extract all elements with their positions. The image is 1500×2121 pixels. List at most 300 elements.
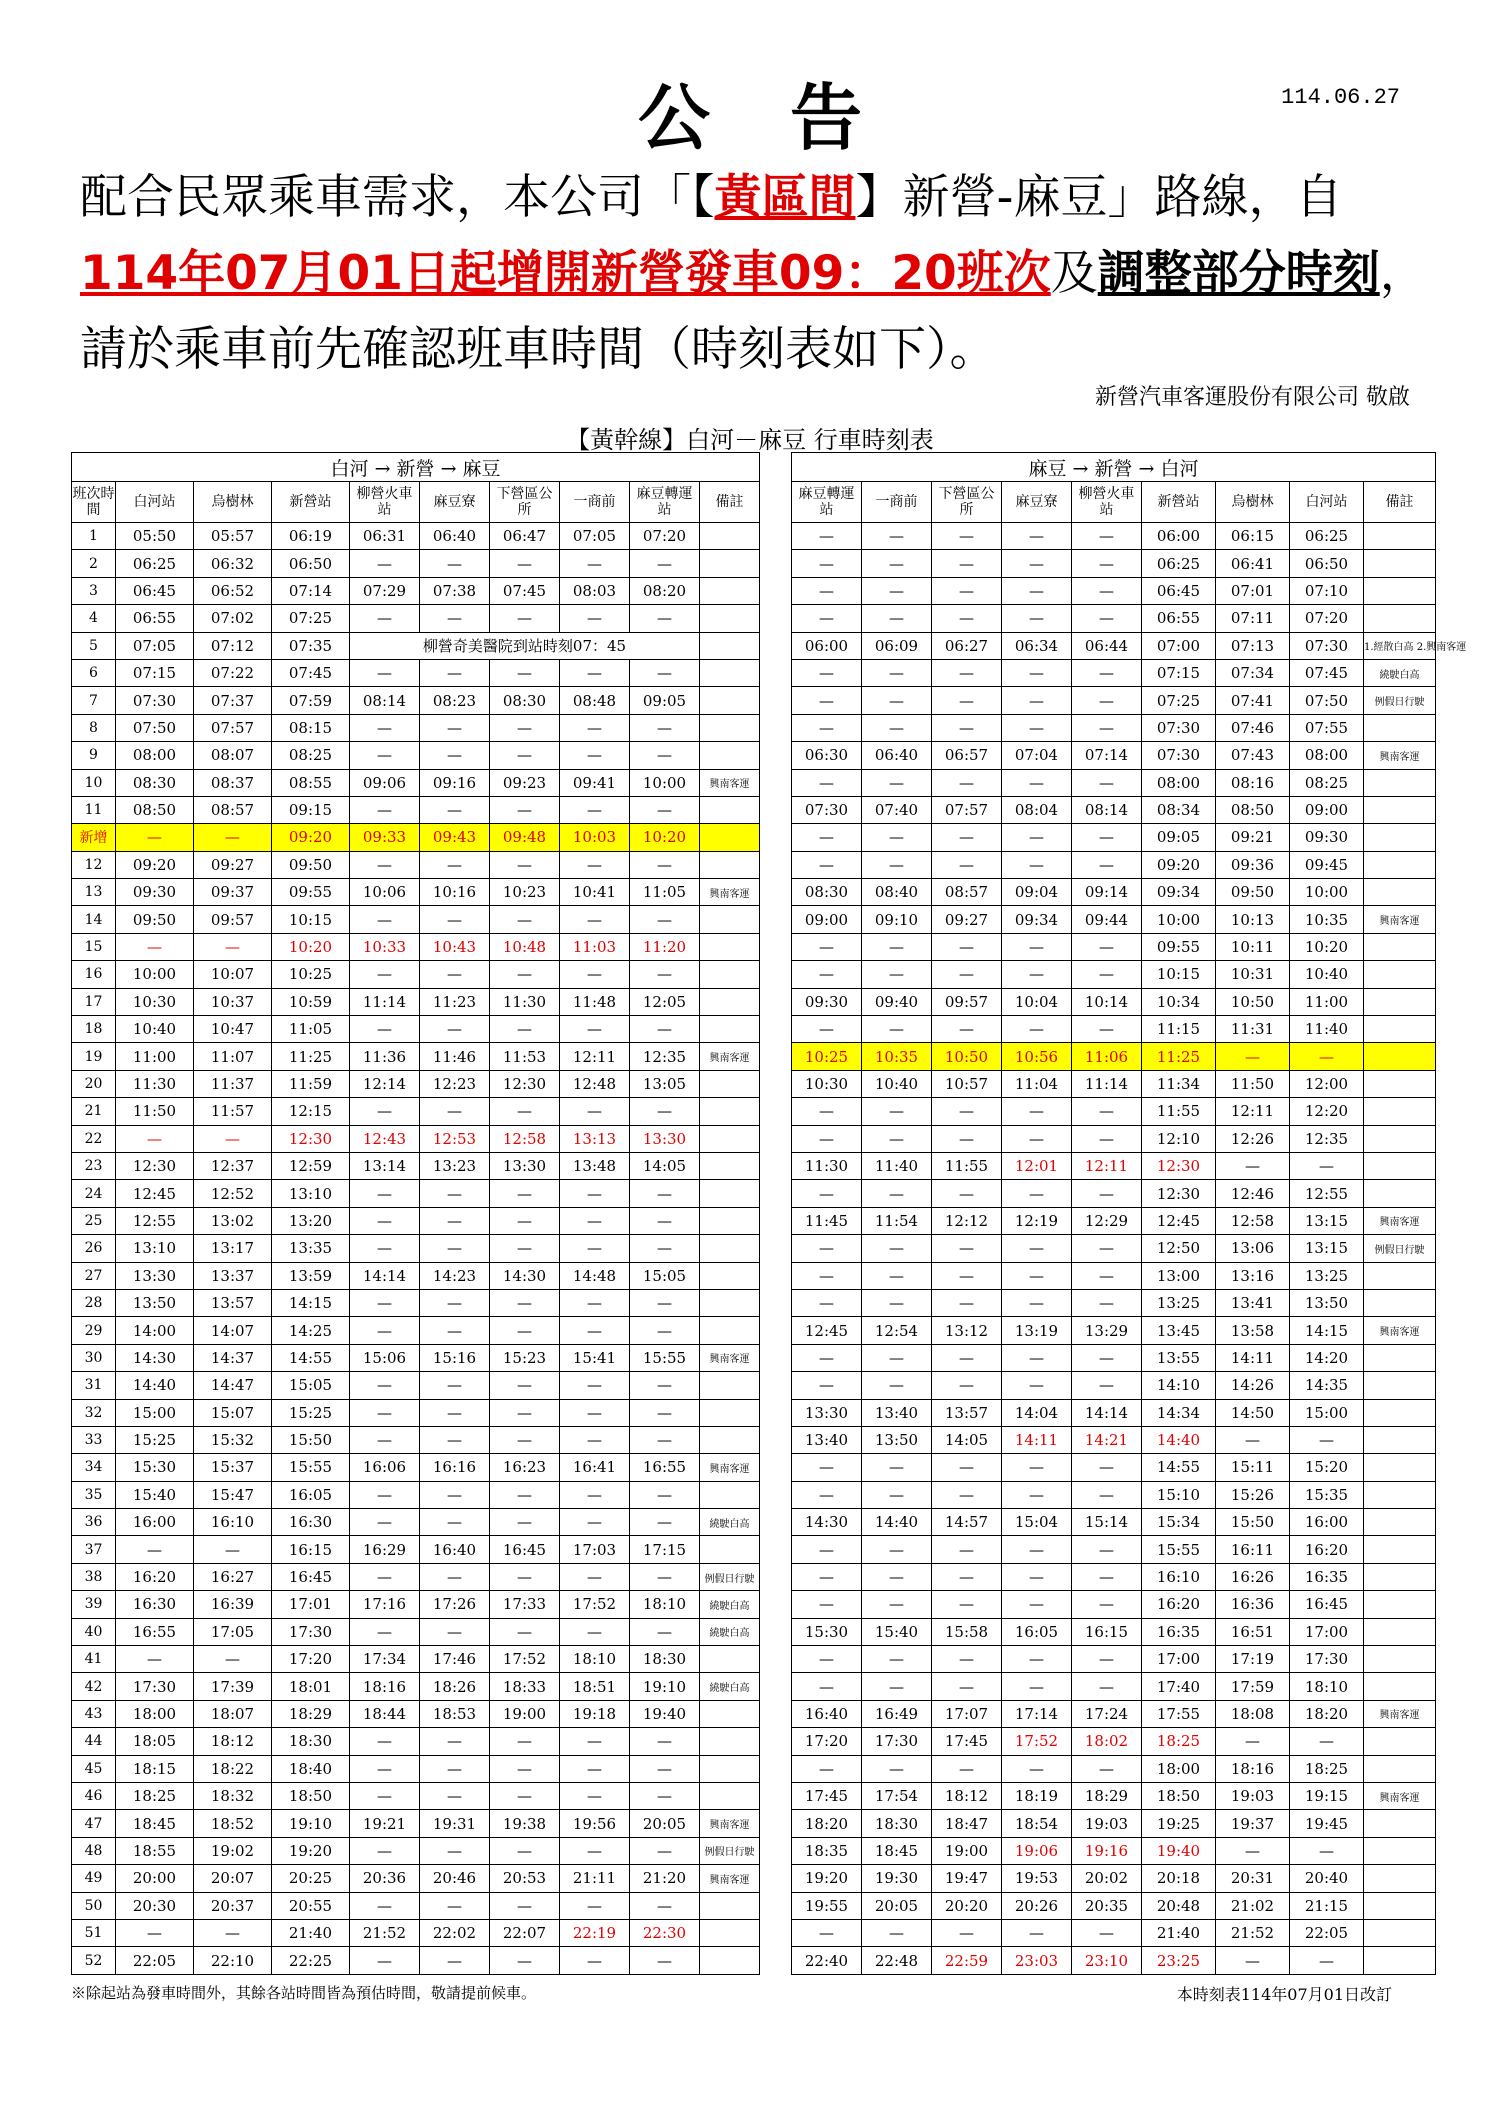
inbound-time: 16:10 <box>1142 1563 1216 1590</box>
outbound-time: 20:30 <box>116 1892 194 1919</box>
timetable-outbound <box>71 452 760 1975</box>
outbound-time: — <box>560 1563 630 1590</box>
inbound-time: 08:34 <box>1142 796 1216 823</box>
inbound-time: — <box>862 1919 932 1946</box>
trip-number: 50 <box>72 1892 116 1919</box>
inbound-time: — <box>1072 1481 1142 1508</box>
trip-number: 18 <box>72 1016 116 1043</box>
outbound-row <box>72 523 760 550</box>
outbound-time: — <box>630 1755 700 1782</box>
trip-number: 22 <box>72 1125 116 1152</box>
inbound-time: 16:35 <box>1142 1618 1216 1645</box>
inbound-time: 11:40 <box>862 1152 932 1179</box>
inbound-time: 10:25 <box>792 1043 862 1070</box>
outbound-time: — <box>350 1837 420 1864</box>
outbound-col-header: 備註 <box>700 482 760 523</box>
outbound-remark <box>700 577 760 604</box>
outbound-time: 16:16 <box>420 1454 490 1481</box>
outbound-time: 10:23 <box>490 879 560 906</box>
outbound-remark <box>700 1372 760 1399</box>
inbound-time: 18:50 <box>1142 1782 1216 1809</box>
inbound-time: — <box>792 1454 862 1481</box>
inbound-time: — <box>932 659 1002 686</box>
trip-number: 34 <box>72 1454 116 1481</box>
outbound-row <box>72 1810 760 1837</box>
outbound-time: — <box>560 1947 630 1974</box>
outbound-time: 12:59 <box>272 1152 350 1179</box>
outbound-col-header: 烏樹林 <box>194 482 272 523</box>
outbound-time: — <box>560 796 630 823</box>
inbound-time: 10:50 <box>932 1043 1002 1070</box>
inbound-time: 10:35 <box>862 1043 932 1070</box>
inbound-time: 15:55 <box>1142 1536 1216 1563</box>
outbound-time: 07:59 <box>272 687 350 714</box>
inbound-time: — <box>792 659 862 686</box>
inbound-time: 12:30 <box>1142 1152 1216 1179</box>
inbound-time: 07:11 <box>1216 605 1290 632</box>
inbound-time: — <box>1072 605 1142 632</box>
trip-number: 14 <box>72 906 116 933</box>
inbound-row <box>792 796 1436 823</box>
inbound-time: 13:15 <box>1290 1235 1364 1262</box>
outbound-remark <box>700 687 760 714</box>
inbound-time: 14:40 <box>862 1509 932 1536</box>
inbound-row <box>792 1892 1436 1919</box>
outbound-time: 10:33 <box>350 933 420 960</box>
inbound-time: 17:45 <box>792 1782 862 1809</box>
outbound-time: 09:30 <box>116 879 194 906</box>
outbound-time: — <box>116 1919 194 1946</box>
inbound-time: 10:50 <box>1216 988 1290 1015</box>
outbound-time: — <box>490 1372 560 1399</box>
inbound-remark: 1.經散白高 2.興南客運 <box>1364 632 1436 659</box>
trip-number: 41 <box>72 1646 116 1673</box>
inbound-time: 12:19 <box>1002 1207 1072 1234</box>
outbound-time: — <box>350 1399 420 1426</box>
inbound-time: — <box>932 824 1002 851</box>
outbound-remark <box>700 1016 760 1043</box>
outbound-time: 15:30 <box>116 1454 194 1481</box>
outbound-row <box>72 1344 760 1371</box>
outbound-time: 07:30 <box>116 687 194 714</box>
outbound-time: — <box>420 1372 490 1399</box>
outbound-time: 16:41 <box>560 1454 630 1481</box>
inbound-row <box>792 1591 1436 1618</box>
outbound-time: 11:14 <box>350 988 420 1015</box>
outbound-time: — <box>560 1317 630 1344</box>
outbound-time: — <box>560 1289 630 1316</box>
inbound-time: 08:50 <box>1216 796 1290 823</box>
inbound-remark <box>1364 1618 1436 1645</box>
inbound-time: 13:15 <box>1290 1207 1364 1234</box>
outbound-time: 13:57 <box>194 1289 272 1316</box>
inbound-time: — <box>1216 1152 1290 1179</box>
outbound-time: 12:15 <box>272 1098 350 1125</box>
outbound-remark: 興南客運 <box>700 1454 760 1481</box>
trip-number: 7 <box>72 687 116 714</box>
inbound-time: 17:55 <box>1142 1700 1216 1727</box>
inbound-time: — <box>1072 1180 1142 1207</box>
outbound-col-header: 班次時間 <box>72 482 116 523</box>
outbound-time: — <box>350 1098 420 1125</box>
inbound-time: — <box>792 1235 862 1262</box>
outbound-time: 18:51 <box>560 1673 630 1700</box>
inbound-time: 15:14 <box>1072 1509 1142 1536</box>
inbound-time: 06:09 <box>862 632 932 659</box>
notice-title: 公告 <box>637 76 942 160</box>
outbound-remark <box>700 550 760 577</box>
inbound-row <box>792 1728 1436 1755</box>
inbound-time: — <box>862 1372 932 1399</box>
inbound-time: — <box>1072 1591 1142 1618</box>
inbound-remark <box>1364 1728 1436 1755</box>
outbound-direction: 白河 → 新營 → 麻豆 <box>72 453 760 482</box>
inbound-time: 20:18 <box>1142 1865 1216 1892</box>
inbound-time: 17:00 <box>1290 1618 1364 1645</box>
outbound-remark <box>700 1152 760 1179</box>
inbound-time: — <box>1072 1125 1142 1152</box>
outbound-time: — <box>490 1289 560 1316</box>
outbound-time: — <box>350 1509 420 1536</box>
outbound-time: 15:25 <box>272 1399 350 1426</box>
outbound-time: — <box>490 659 560 686</box>
inbound-time: — <box>1072 961 1142 988</box>
inbound-time: 07:50 <box>1290 687 1364 714</box>
inbound-time: 10:13 <box>1216 906 1290 933</box>
inbound-time: — <box>792 577 862 604</box>
outbound-time: 18:53 <box>420 1700 490 1727</box>
outbound-time: 08:03 <box>560 577 630 604</box>
inbound-time: 13:06 <box>1216 1235 1290 1262</box>
inbound-col-header: 白河站 <box>1290 482 1364 523</box>
outbound-time: 14:07 <box>194 1317 272 1344</box>
inbound-time: — <box>932 1344 1002 1371</box>
inbound-time: 14:14 <box>1072 1399 1142 1426</box>
outbound-time: — <box>350 1317 420 1344</box>
outbound-time: — <box>630 1481 700 1508</box>
inbound-time: — <box>862 933 932 960</box>
outbound-time: 18:05 <box>116 1728 194 1755</box>
inbound-time: 15:10 <box>1142 1481 1216 1508</box>
outbound-time: 17:05 <box>194 1618 272 1645</box>
outbound-time: 22:07 <box>490 1919 560 1946</box>
outbound-remark: 興南客運 <box>700 1344 760 1371</box>
inbound-row <box>792 659 1436 686</box>
inbound-remark <box>1364 1947 1436 1974</box>
outbound-time: 16:30 <box>116 1591 194 1618</box>
inbound-time: — <box>1002 1098 1072 1125</box>
outbound-time: — <box>420 1180 490 1207</box>
inbound-time: 13:30 <box>792 1399 862 1426</box>
inbound-time: 11:04 <box>1002 1070 1072 1097</box>
outbound-row <box>72 659 760 686</box>
inbound-time: — <box>1002 961 1072 988</box>
inbound-time: 12:20 <box>1290 1098 1364 1125</box>
inbound-time: — <box>792 933 862 960</box>
outbound-row <box>72 1070 760 1097</box>
inbound-time: 13:25 <box>1142 1289 1216 1316</box>
outbound-time: 13:17 <box>194 1235 272 1262</box>
inbound-remark <box>1364 851 1436 878</box>
inbound-row <box>792 906 1436 933</box>
inbound-time: 08:40 <box>862 879 932 906</box>
inbound-time: 18:00 <box>1142 1755 1216 1782</box>
inbound-time: 11:55 <box>932 1152 1002 1179</box>
inbound-time: 12:26 <box>1216 1125 1290 1152</box>
inbound-time: 11:31 <box>1216 1016 1290 1043</box>
inbound-time: — <box>1290 1728 1364 1755</box>
inbound-row <box>792 605 1436 632</box>
inbound-time: 10:14 <box>1072 988 1142 1015</box>
inbound-row <box>792 961 1436 988</box>
inbound-time: — <box>1002 1262 1072 1289</box>
trip-number: 29 <box>72 1317 116 1344</box>
outbound-time: 07:45 <box>272 659 350 686</box>
inbound-time: 12:54 <box>862 1317 932 1344</box>
outbound-row <box>72 769 760 796</box>
inbound-time: — <box>932 1919 1002 1946</box>
inbound-time: 12:46 <box>1216 1180 1290 1207</box>
outbound-time: 19:38 <box>490 1810 560 1837</box>
outbound-time: 17:39 <box>194 1673 272 1700</box>
inbound-row <box>792 1865 1436 1892</box>
inbound-row <box>792 1289 1436 1316</box>
inbound-remark <box>1364 714 1436 741</box>
inbound-remark: 興南客運 <box>1364 1317 1436 1344</box>
inbound-time: 11:34 <box>1142 1070 1216 1097</box>
trip-number: 20 <box>72 1070 116 1097</box>
outbound-time: — <box>350 906 420 933</box>
outbound-time: — <box>560 1618 630 1645</box>
outbound-remark <box>700 523 760 550</box>
outbound-time: 17:16 <box>350 1591 420 1618</box>
inbound-time: 12:01 <box>1002 1152 1072 1179</box>
outbound-time: — <box>420 1509 490 1536</box>
outbound-time: — <box>560 1098 630 1125</box>
inbound-time: 20:05 <box>862 1892 932 1919</box>
inbound-time: — <box>1290 1837 1364 1864</box>
outbound-time: 22:05 <box>116 1947 194 1974</box>
inbound-remark: 興南客運 <box>1364 906 1436 933</box>
inbound-time: 15:58 <box>932 1618 1002 1645</box>
outbound-time: 18:12 <box>194 1728 272 1755</box>
inbound-time: 13:40 <box>792 1426 862 1453</box>
outbound-row <box>72 1235 760 1262</box>
inbound-time: 11:55 <box>1142 1098 1216 1125</box>
outbound-time: 18:30 <box>630 1646 700 1673</box>
outbound-time: — <box>420 1728 490 1755</box>
outbound-time: 08:50 <box>116 796 194 823</box>
trip-number: 45 <box>72 1755 116 1782</box>
inbound-time: 22:59 <box>932 1947 1002 1974</box>
outbound-time: — <box>350 1947 420 1974</box>
timetable-container <box>71 452 1467 1978</box>
outbound-time: — <box>630 659 700 686</box>
outbound-time: 15:25 <box>116 1426 194 1453</box>
outbound-time: — <box>490 1399 560 1426</box>
outbound-time: 06:31 <box>350 523 420 550</box>
trip-number: 23 <box>72 1152 116 1179</box>
inbound-time: — <box>862 824 932 851</box>
outbound-time: — <box>350 1728 420 1755</box>
trip-number: 44 <box>72 1728 116 1755</box>
outbound-time: — <box>630 796 700 823</box>
inbound-time: — <box>862 1481 932 1508</box>
inbound-time: 20:26 <box>1002 1892 1072 1919</box>
inbound-time: 10:40 <box>1290 961 1364 988</box>
inbound-time: — <box>862 605 932 632</box>
outbound-remark <box>700 714 760 741</box>
outbound-time: 09:33 <box>350 824 420 851</box>
inbound-row <box>792 769 1436 796</box>
outbound-time: 17:20 <box>272 1646 350 1673</box>
outbound-time: 14:05 <box>630 1152 700 1179</box>
outbound-time: — <box>194 1919 272 1946</box>
outbound-time: 13:37 <box>194 1262 272 1289</box>
inbound-time: 08:00 <box>1142 769 1216 796</box>
inbound-time: 15:50 <box>1216 1509 1290 1536</box>
trip-number: 31 <box>72 1372 116 1399</box>
inbound-time: — <box>792 1755 862 1782</box>
outbound-time: — <box>350 1563 420 1590</box>
inbound-time: 09:04 <box>1002 879 1072 906</box>
outbound-row <box>72 1426 760 1453</box>
outbound-time: — <box>490 1317 560 1344</box>
inbound-time: — <box>862 1454 932 1481</box>
inbound-time: 11:45 <box>792 1207 862 1234</box>
inbound-time: 07:04 <box>1002 742 1072 769</box>
outbound-remark <box>700 632 760 659</box>
outbound-row <box>72 1180 760 1207</box>
outbound-time: 14:30 <box>490 1262 560 1289</box>
inbound-time: 12:11 <box>1072 1152 1142 1179</box>
outbound-time: 16:55 <box>630 1454 700 1481</box>
trip-number: 4 <box>72 605 116 632</box>
outbound-time: — <box>350 1618 420 1645</box>
outbound-remark: 興南客運 <box>700 1043 760 1070</box>
inbound-time: 15:30 <box>792 1618 862 1645</box>
outbound-time: — <box>630 1399 700 1426</box>
inbound-time: 17:30 <box>1290 1646 1364 1673</box>
inbound-time: 14:26 <box>1216 1372 1290 1399</box>
outbound-row <box>72 1509 760 1536</box>
inbound-time: 10:31 <box>1216 961 1290 988</box>
outbound-time: 12:35 <box>630 1043 700 1070</box>
outbound-time: 11:37 <box>194 1070 272 1097</box>
inbound-time: 12:00 <box>1290 1070 1364 1097</box>
inbound-remark <box>1364 1810 1436 1837</box>
outbound-time: — <box>420 1618 490 1645</box>
inbound-time: 16:35 <box>1290 1563 1364 1590</box>
outbound-remark: 繞駛白高 <box>700 1591 760 1618</box>
outbound-time: 10:25 <box>272 961 350 988</box>
inbound-remark <box>1364 1125 1436 1152</box>
outbound-time: 07:29 <box>350 577 420 604</box>
inbound-time: 06:41 <box>1216 550 1290 577</box>
outbound-time: — <box>490 1728 560 1755</box>
trip-number: 30 <box>72 1344 116 1371</box>
outbound-time: 12:43 <box>350 1125 420 1152</box>
inbound-time: — <box>792 1481 862 1508</box>
outbound-time: 19:40 <box>630 1700 700 1727</box>
trip-number: 49 <box>72 1865 116 1892</box>
outbound-time: — <box>490 1426 560 1453</box>
inbound-time: 19:45 <box>1290 1810 1364 1837</box>
outbound-time: 16:39 <box>194 1591 272 1618</box>
inbound-remark <box>1364 1070 1436 1097</box>
inbound-time: — <box>1002 1563 1072 1590</box>
inbound-time: 18:25 <box>1142 1728 1216 1755</box>
inbound-time: 09:00 <box>1290 796 1364 823</box>
outbound-time: 18:50 <box>272 1782 350 1809</box>
outbound-time: 16:00 <box>116 1509 194 1536</box>
outbound-time: 08:55 <box>272 769 350 796</box>
outbound-time: 11:23 <box>420 988 490 1015</box>
inbound-time: — <box>932 1536 1002 1563</box>
inbound-time: — <box>1216 1947 1290 1974</box>
inbound-time: 08:57 <box>932 879 1002 906</box>
inbound-remark <box>1364 1591 1436 1618</box>
inbound-time: 09:10 <box>862 906 932 933</box>
inbound-time: — <box>862 523 932 550</box>
inbound-time: — <box>1002 1919 1072 1946</box>
outbound-time: 12:11 <box>560 1043 630 1070</box>
inbound-time: 12:50 <box>1142 1235 1216 1262</box>
inbound-time: — <box>1290 1426 1364 1453</box>
outbound-time: — <box>490 742 560 769</box>
outbound-time: — <box>350 1782 420 1809</box>
inbound-time: — <box>932 1673 1002 1700</box>
outbound-remark <box>700 1098 760 1125</box>
outbound-time: — <box>560 1235 630 1262</box>
outbound-time: 18:25 <box>116 1782 194 1809</box>
inbound-col-header: 麻豆寮 <box>1002 482 1072 523</box>
inbound-remark <box>1364 1399 1436 1426</box>
outbound-time: 09:41 <box>560 769 630 796</box>
inbound-time: 13:50 <box>862 1426 932 1453</box>
outbound-row <box>72 879 760 906</box>
inbound-time: — <box>862 687 932 714</box>
outbound-time: 06:40 <box>420 523 490 550</box>
outbound-time: 18:16 <box>350 1673 420 1700</box>
outbound-row <box>72 1481 760 1508</box>
inbound-time: — <box>932 1591 1002 1618</box>
inbound-time: 09:14 <box>1072 879 1142 906</box>
inbound-time: 09:55 <box>1142 933 1216 960</box>
inbound-time: 17:19 <box>1216 1646 1290 1673</box>
inbound-time: 14:57 <box>932 1509 1002 1536</box>
outbound-time: 07:25 <box>272 605 350 632</box>
inbound-time: — <box>1072 1098 1142 1125</box>
outbound-time: 07:05 <box>560 523 630 550</box>
inbound-time: 12:29 <box>1072 1207 1142 1234</box>
inbound-time: — <box>1290 1947 1364 1974</box>
outbound-time: 09:50 <box>272 851 350 878</box>
outbound-time: — <box>194 933 272 960</box>
inbound-time: — <box>862 851 932 878</box>
inbound-time: — <box>862 1591 932 1618</box>
outbound-time: 13:30 <box>116 1262 194 1289</box>
inbound-remark <box>1364 1016 1436 1043</box>
inbound-time: — <box>932 1372 1002 1399</box>
inbound-time: 13:57 <box>932 1399 1002 1426</box>
outbound-time: 20:55 <box>272 1892 350 1919</box>
inbound-time: 06:25 <box>1142 550 1216 577</box>
inbound-time: 07:10 <box>1290 577 1364 604</box>
inbound-time: — <box>1072 523 1142 550</box>
inbound-time: — <box>862 1536 932 1563</box>
outbound-time: 10:47 <box>194 1016 272 1043</box>
